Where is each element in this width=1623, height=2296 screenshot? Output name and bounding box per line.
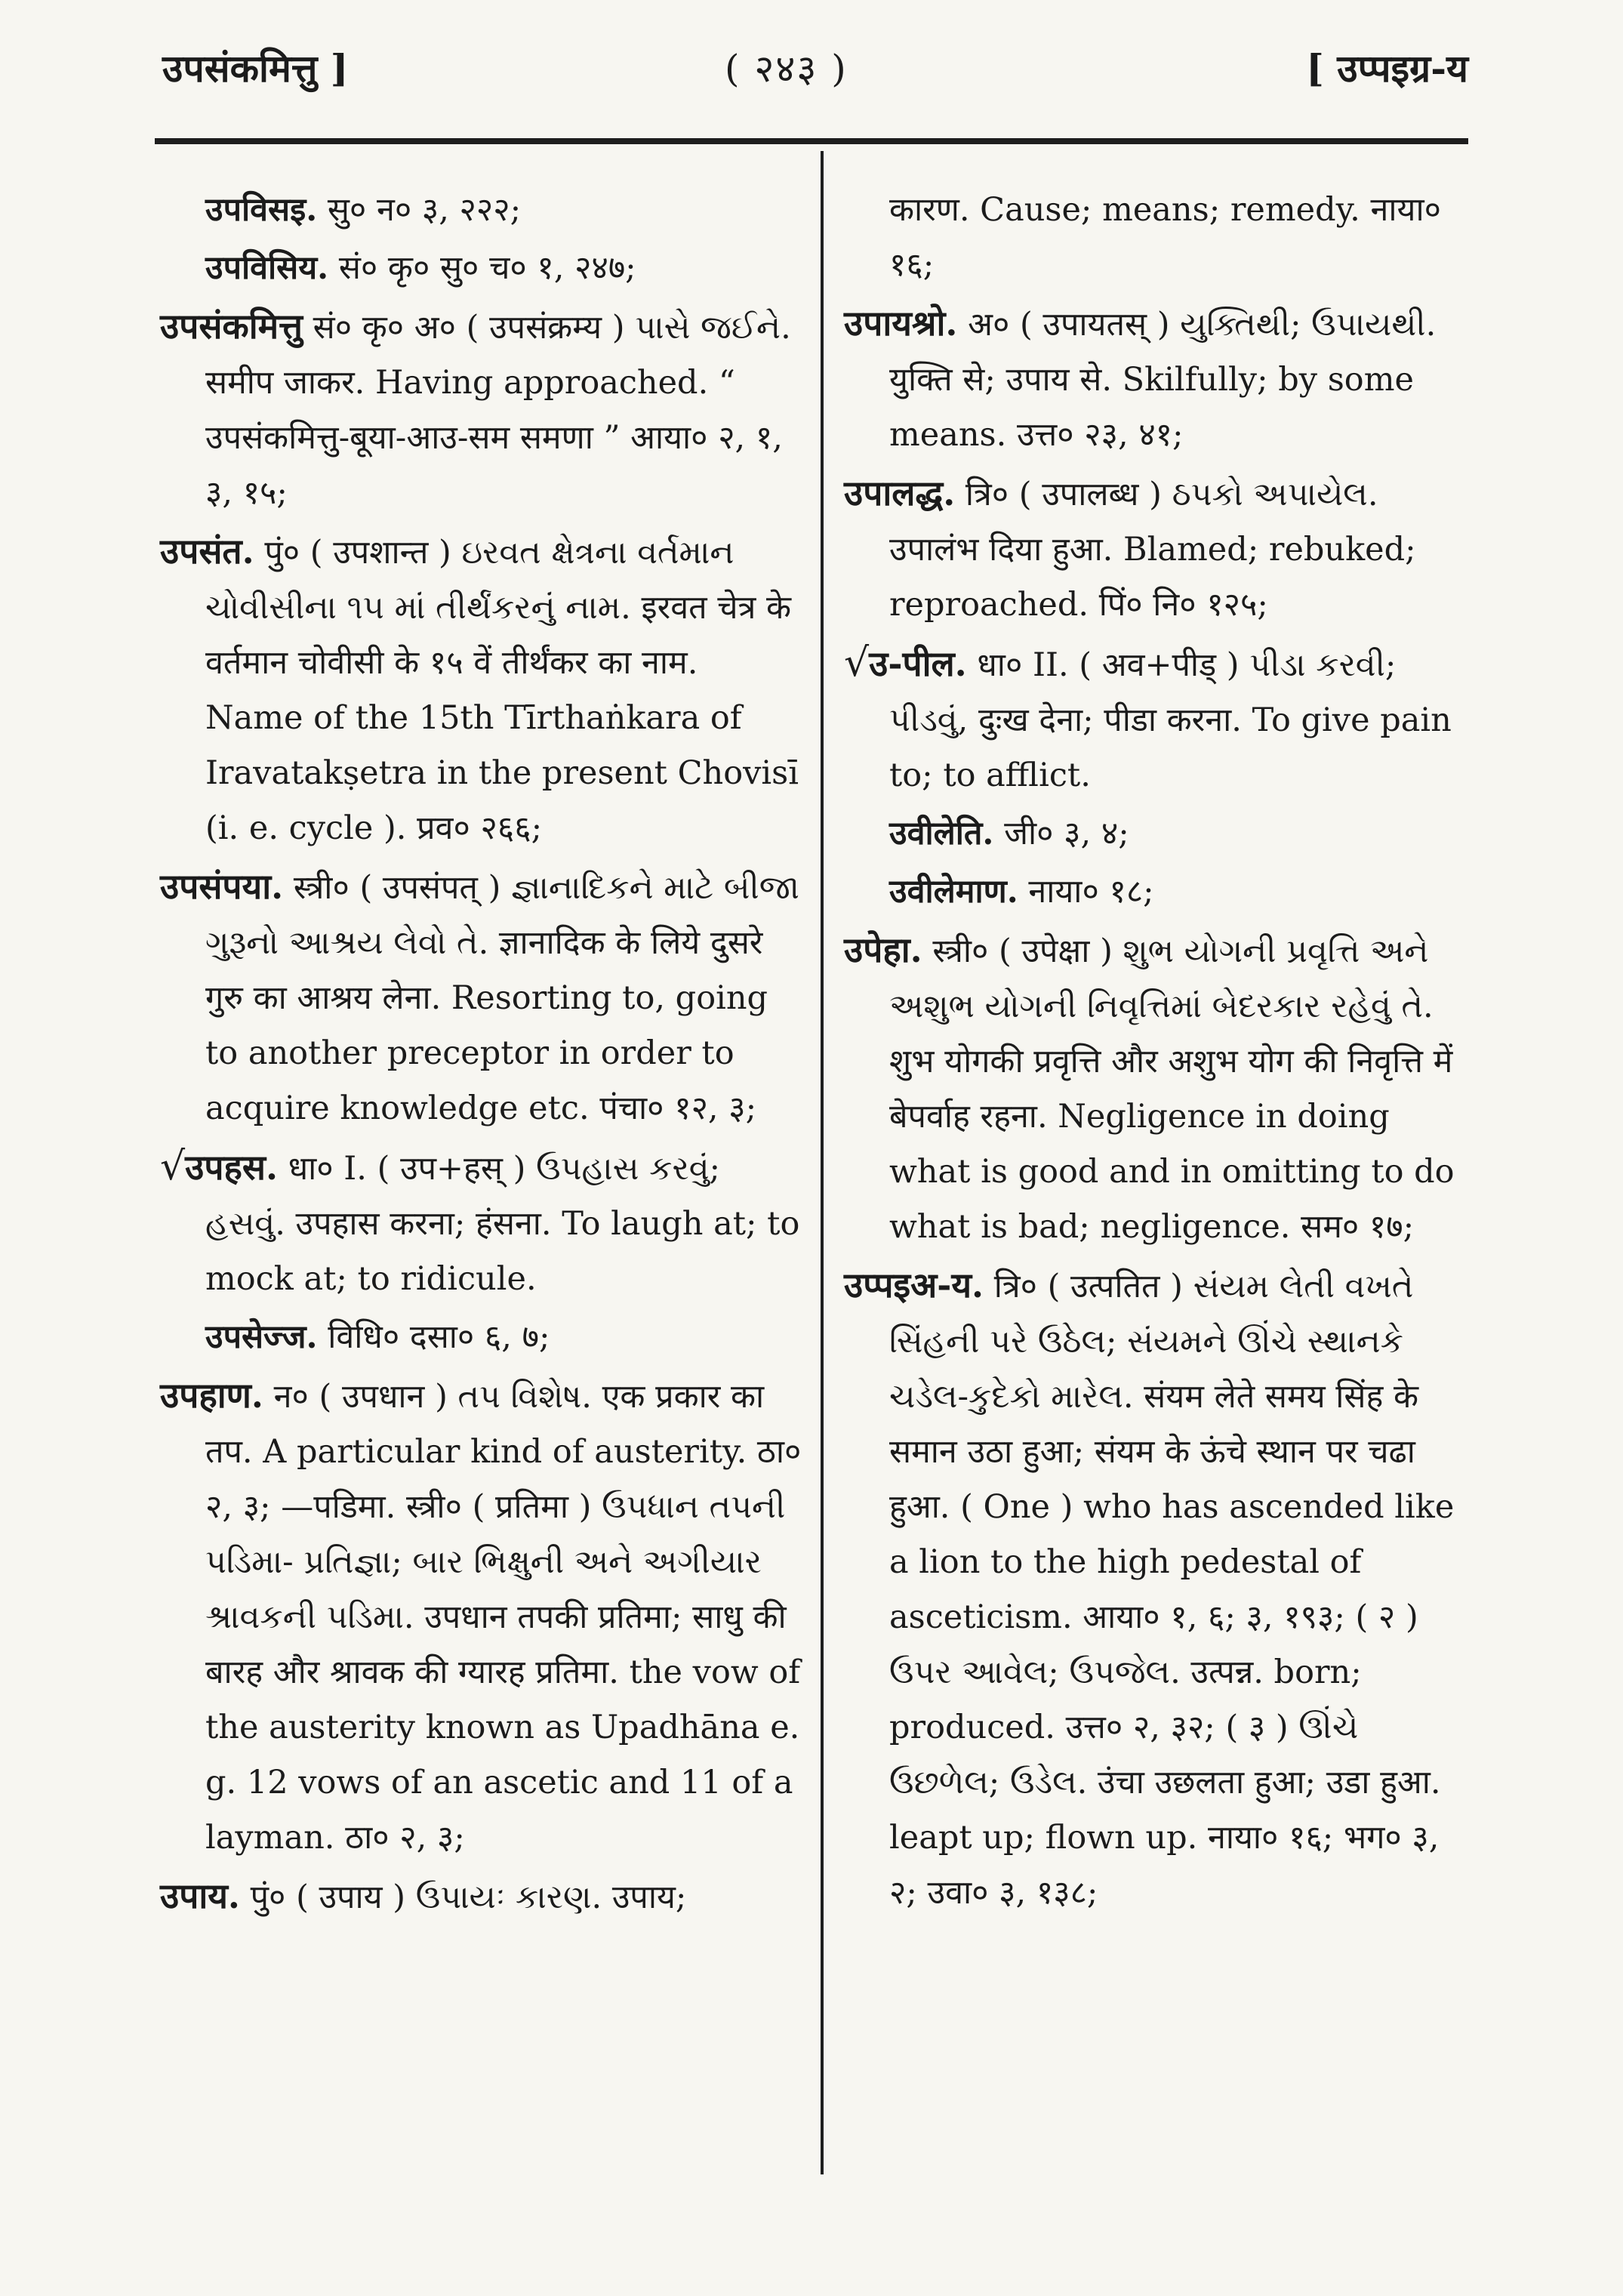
entry-headword: उप्पइअ-य. bbox=[844, 1265, 984, 1305]
entry-definition: सु० न० ३, २२२; bbox=[327, 191, 522, 229]
dictionary-entry bbox=[844, 183, 1472, 293]
entry-headword: उपायश्रो. bbox=[844, 303, 958, 344]
column-divider bbox=[821, 151, 824, 2174]
dictionary-entry bbox=[160, 299, 805, 521]
entry-definition: त्रि० ( उत्पतित ) સંયમ લેતી વખતે સિંહની પરે ઉઠેલ; સંયમને ઊંચે સ્થાનકે ચડેલ-કુદેકો મારેલ. संयम लेते समय सिंह के समान उठा हुआ; संयम के ऊंचे स्थान पर चढा हुआ. ( One ) who has ascended like a lion to the high pedestal of asceticism. आया० १, ६; ३, १९३; ( २ ) ઉપર આવેલ; ઉપજેલ. उत्पन्न. born; produced. उत्त० २, ३२; ( ३ ) ઊંચે ઉછળેલ; ઉડેલ. उंचा उछलता हुआ; उडा हुआ. leapt up; flown up. नाया० १६; भग० ३, २; उवा० ३, १३८; bbox=[889, 1268, 1455, 1912]
dictionary-entry bbox=[844, 864, 1472, 920]
entry-definition: सं० कृ० अ० ( उपसंक्रम्य ) પાસે જઈને. समीप जाकर. Having approached. “ उपसंकमित्तु-बूया-आउ-सम समणा ” आया० २, १, ३, १५; bbox=[205, 309, 791, 512]
entry-definition: विधि० दसा० ६, ७; bbox=[328, 1318, 550, 1356]
entry-headword: उपालद्ध. bbox=[844, 473, 956, 513]
entry-definition: स्त्री० ( उपसंपत् ) જ્ઞાનાદિકને માટે બીજા ગુરૂનો આશ્રય લેવો તે. ज्ञानादिक के लिये दुसरे गुरु का आश्रय लेना. Resorting to, going to another preceptor in order to acquire knowledge etc. पंचा० १२, ३; bbox=[205, 869, 799, 1127]
entry-definition: त्रि० ( उपालब्ध ) ઠપકો અપાયેલ. उपालंभ दिया हुआ. Blamed; rebuked; reproached. पिं० नि० १२५; bbox=[889, 476, 1416, 624]
dictionary-entry bbox=[160, 183, 805, 238]
dictionary-entry bbox=[160, 1869, 805, 1925]
entry-definition: कारण. Cause; means; remedy. नाया० १६; bbox=[889, 191, 1441, 284]
right-column bbox=[844, 183, 1472, 1924]
entry-definition: नाया० १८; bbox=[1028, 873, 1154, 911]
root-mark-icon: √ bbox=[160, 1144, 186, 1189]
entry-definition: पुं० ( उपशान्त ) ઇરવત ક્ષેત્રના વર્તમાન ચોવીસીના ૧૫ માં તીર્થંકરનું નામ. इरवत चेत्र के वर्तमान चोवीसी के १५ वें तीर्थंकर का नाम. Name of the 15th Tīrthaṅkara of Iravatakṣetra in the present Chovisī (i. e. cycle ). प्रव० २६६; bbox=[205, 534, 799, 847]
running-head-right: [ उप्पइग्र-य bbox=[1306, 46, 1468, 91]
dictionary-entry bbox=[844, 466, 1472, 633]
dictionary-entry bbox=[160, 1139, 805, 1307]
running-head-left: उपसंकमित्तु ] bbox=[162, 46, 349, 91]
entry-headword: उपेहा. bbox=[844, 929, 922, 970]
entry-headword: उवीलेमाण. bbox=[889, 873, 1018, 911]
dictionary-entry bbox=[160, 1368, 805, 1866]
entry-headword: उपहस. bbox=[185, 1147, 279, 1188]
entry-definition: जी० ३, ४; bbox=[1004, 815, 1129, 852]
entry-headword: उपहाण. bbox=[160, 1375, 263, 1416]
entry-headword: उपविसिय. bbox=[205, 249, 329, 287]
entry-headword: उपविसइ. bbox=[205, 191, 318, 229]
entry-headword: उवीलेति. bbox=[889, 815, 994, 852]
header-rule bbox=[155, 138, 1468, 144]
dictionary-entry bbox=[160, 1310, 805, 1365]
dictionary-entry bbox=[844, 296, 1472, 463]
entry-definition: सं० कृ० सु० च० १, २४७; bbox=[338, 249, 636, 287]
entry-headword: उपसंत. bbox=[160, 531, 254, 572]
dictionary-entry bbox=[844, 806, 1472, 861]
entry-headword: उपाय. bbox=[160, 1875, 240, 1916]
entry-definition: न० ( उपधान ) તપ વિશેષ. एक प्रकार का तप. A particular kind of austerity. ठा० २, ३; —पडिमा. स्त्री० ( प्रतिमा ) ઉપધાન તપની પડિમા- પ્રતિજ્ઞા; બાર ભિક્ષુની અને અગીયાર શ્રાવકની પડિમા. उपधान तपकी प्रतिमा; साधु की बारह और श्रावक की ग्यारह प्रतिमा. the vow of the austerity known as Upadhāna e. g. 12 vows of an ascetic and 11 of a layman. ठा० २, ३; bbox=[205, 1378, 802, 1857]
root-mark-icon: √ bbox=[844, 640, 870, 686]
left-column bbox=[160, 183, 805, 1928]
page-number: ( २४३ ) bbox=[725, 47, 848, 91]
dictionary-entry bbox=[844, 636, 1472, 803]
entry-headword: उपसंकमित्तु bbox=[160, 306, 303, 347]
dictionary-entry bbox=[844, 923, 1472, 1255]
entry-headword: उपसेज्ज. bbox=[205, 1318, 318, 1356]
entry-headword: उ-पील. bbox=[869, 643, 967, 684]
dictionary-entry bbox=[160, 241, 805, 296]
dictionary-entry bbox=[160, 859, 805, 1136]
entry-definition: पुं० ( उपाय ) ઉપાયઃ કારણ. उपाय; bbox=[250, 1878, 687, 1916]
dictionary-entry bbox=[844, 1258, 1472, 1921]
dictionary-entry bbox=[160, 524, 805, 856]
entry-definition: धा० I. ( उप+हस् ) ઉપહાસ કરવું; હસવું. उपहास करना; हंसना. To laugh at; to mock at; to ridicule. bbox=[205, 1150, 800, 1298]
entry-headword: उपसंपया. bbox=[160, 866, 284, 907]
entry-definition: अ० ( उपायतस् ) યુક્તિથી; ઉપાયથી. युक्ति से; उपाय से. Skilfully; by some means. उत्त० २३, ४१; bbox=[889, 306, 1437, 454]
entry-definition: स्त्री० ( उपेक्षा ) શુભ યોગની પ્રવૃત્તિ અને અશુભ યોગની નિવૃત્તિમાં બેદરકાર રહેવું તે. शुभ योगकी प्रवृत्ति और अशुभ योग की निवृत्ति में बेपर्वाह रहना. Negligence in doing what is good and in omitting to do what is bad; negligence. सम० १७; bbox=[889, 932, 1455, 1246]
entry-definition: धा० II. ( अव+पीड् ) પીડા કરવી; પીડવું, दुःख देना; पीडा करना. To give pain to; to afflict. bbox=[889, 646, 1452, 794]
